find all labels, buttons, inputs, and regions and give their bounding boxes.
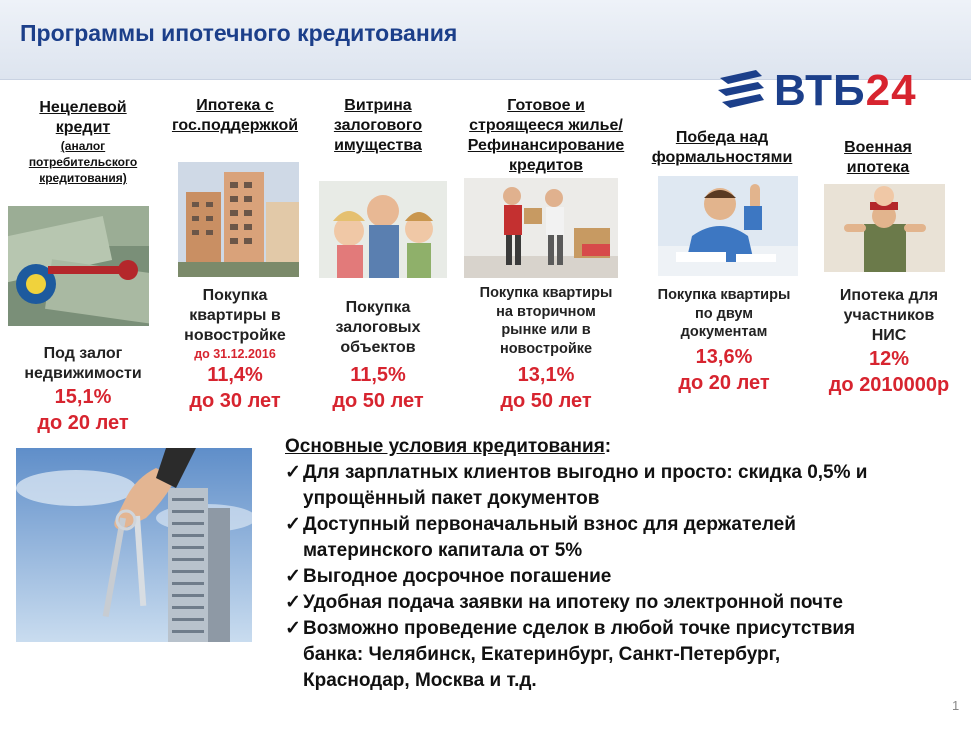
program-rate: 13,1% (517, 364, 575, 386)
program-description: Покупка квартиры на вторичном рынке или в новостройке (479, 285, 613, 357)
conditions-block (285, 434, 955, 694)
program-term: до 50 лет (500, 390, 592, 412)
program-rate: 11,5% (350, 364, 406, 386)
program-column-6 (818, 138, 938, 178)
program-description: Ипотека для участников НИС (839, 287, 939, 344)
condition-item: ✓ Удобная подача заявки на ипотеку по электронной почте (285, 590, 955, 616)
condition-item: ✓ Для зарплатных клиентов выгодно и просто: скидка 0,5% и упрощённый пакет документов (285, 460, 955, 512)
program-term: до 20 лет (678, 371, 770, 394)
program-column-6-details (812, 286, 966, 398)
program-term: до 2010000р (828, 374, 950, 396)
conditions-title: Основные условия кредитования (285, 436, 605, 457)
money-and-keys-photo (8, 206, 149, 326)
program-title: Военная ипотека (844, 139, 912, 176)
checkmark-icon: ✓ (285, 566, 301, 587)
checkmark-icon: ✓ (285, 514, 301, 535)
program-description: Под залог недвижимости (24, 345, 142, 382)
page-title: Программы ипотечного кредитования (20, 20, 458, 46)
moving-boxes-photo (464, 178, 618, 278)
program-title: Витрина залогового имущества (333, 97, 423, 154)
hand-with-keys-photo (16, 448, 252, 642)
program-column-5 (640, 128, 804, 168)
program-title: Готовое и строящееся жилье/ Рефинансирование кредитов (467, 97, 625, 174)
condition-item: ✓ Выгодное досрочное погашение (285, 564, 955, 590)
new-buildings-photo (178, 162, 299, 277)
program-rate: 12% (868, 348, 910, 370)
program-term: до 50 лет (332, 390, 424, 412)
program-column-2-details (162, 286, 308, 414)
program-column-4 (455, 96, 637, 176)
checkmark-icon: ✓ (285, 592, 301, 613)
program-column-3 (314, 96, 442, 156)
vtb24-logo (716, 62, 926, 120)
program-term: до 30 лет (189, 390, 281, 412)
program-note: до 31.12.2016 (194, 347, 276, 361)
program-column-2 (158, 96, 312, 136)
logo-text-main: ВТБ (774, 66, 866, 115)
program-rate: 13,6% (695, 345, 753, 368)
program-column-4-details (455, 284, 637, 414)
program-subtitle: (аналог потребительского кредитования) (28, 139, 138, 185)
checkmark-icon: ✓ (285, 618, 301, 639)
family-photo (319, 181, 447, 278)
slide-number: 1 (952, 698, 960, 713)
program-rate: 11,4% (207, 364, 263, 386)
condition-item: ✓ Возможно проведение сделок в любой точке присутствия банка: Челябинск, Екатеринбург, Санкт-Петербург, Краснодар, Москва и т.д. (285, 616, 955, 694)
program-column-5-details (642, 286, 806, 396)
program-description: Покупка квартиры в новостройке (184, 287, 286, 344)
program-term: до 20 лет (37, 412, 129, 434)
military-family-photo (824, 184, 945, 272)
conditions-title-colon: : (604, 436, 612, 457)
program-rate: 15,1% (54, 386, 112, 408)
program-column-1 (4, 98, 162, 186)
program-column-3-details (314, 298, 442, 414)
program-title: Победа над формальностями (651, 129, 793, 166)
logo-text-number: 24 (865, 66, 917, 115)
program-description: Покупка квартиры по двум документам (657, 287, 791, 340)
program-column-1-details (4, 344, 162, 436)
businessman-photo (658, 176, 798, 276)
program-title: Нецелевой кредит (39, 99, 127, 136)
conditions-heading (285, 434, 955, 460)
program-description: Покупка залоговых объектов (335, 299, 421, 356)
condition-item: ✓ Доступный первоначальный взнос для держателей материнского капитала от 5% (285, 512, 955, 564)
checkmark-icon: ✓ (285, 462, 301, 483)
vtb-logo-mark-icon (716, 66, 768, 116)
program-title: Ипотека с гос.поддержкой (171, 97, 299, 134)
